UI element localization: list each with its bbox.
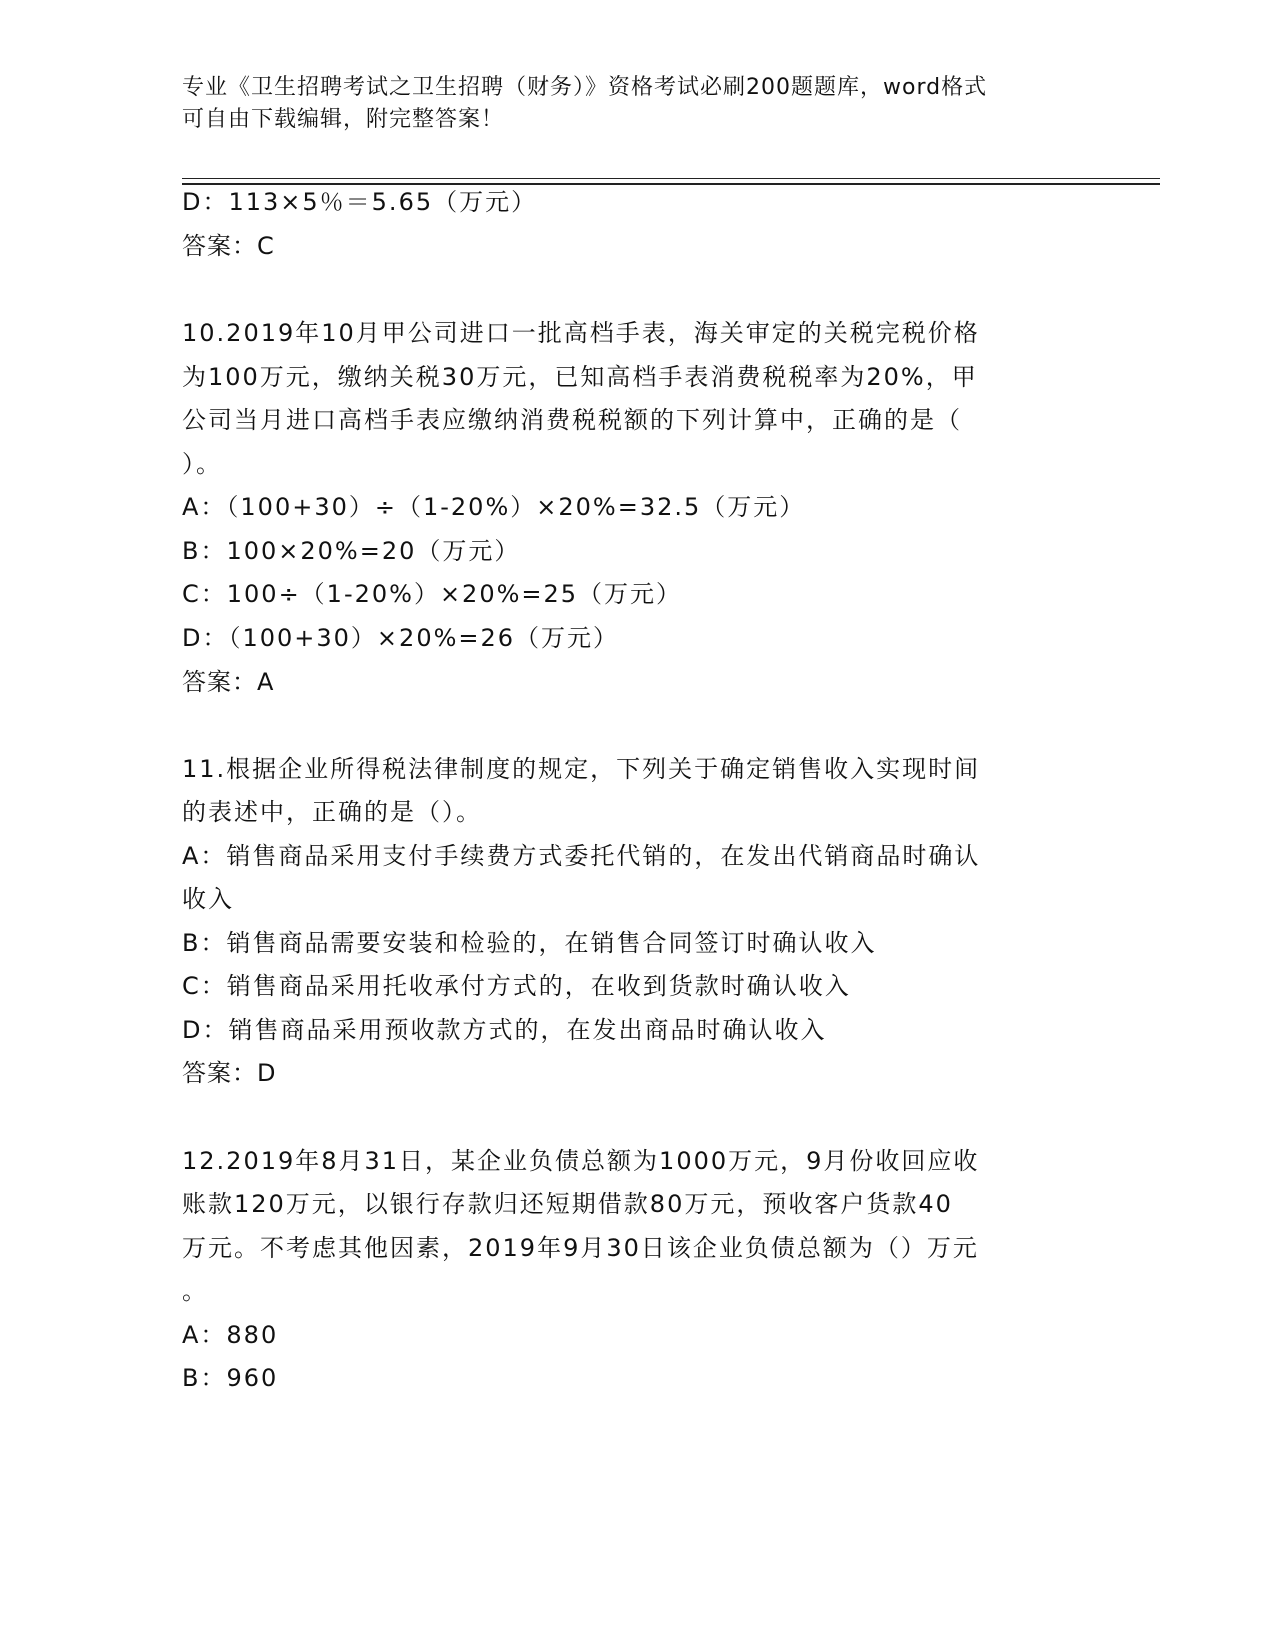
q11-option-a-line-2: 收入 — [182, 885, 234, 913]
q10-stem-line-2: 为100万元，缴纳关税30万元，已知高档手表消费税税率为20%，甲 — [182, 363, 978, 391]
q10-option-d: D：（100+30）×20%=26（万元） — [182, 624, 620, 652]
q10-option-c: C：100÷（1-20%）×20%=25（万元） — [182, 580, 683, 608]
q9-answer: 答案：C — [182, 232, 275, 260]
q11-stem-line-2: 的表述中，正确的是（）。 — [182, 798, 482, 826]
q11-option-a-line-1: A：销售商品采用支付手续费方式委托代销的，在发出代销商品时确认 — [182, 842, 981, 870]
q10-stem-line-1: 10.2019年10月甲公司进口一批高档手表，海关审定的关税完税价格 — [182, 319, 980, 347]
header-divider-thick — [182, 183, 1160, 185]
q12-option-a: A：880 — [182, 1321, 279, 1349]
q11-stem-line-1: 11.根据企业所得税法律制度的规定，下列关于确定销售收入实现时间 — [182, 755, 981, 783]
q12-stem-line-1: 12.2019年8月31日，某企业负债总额为1000万元，9月份收回应收 — [182, 1147, 980, 1175]
q10-stem-line-4: ）。 — [182, 450, 222, 478]
header-line-1: 专业《卫生招聘考试之卫生招聘（财务）》资格考试必刷200题题库，word格式 — [182, 75, 988, 100]
q12-stem-line-4: 。 — [182, 1277, 208, 1305]
page-header — [182, 72, 1062, 136]
header-divider-thin — [182, 178, 1160, 179]
q9-option-d: D：113×5％＝5.65（万元） — [182, 188, 538, 216]
q10-stem-line-3: 公司当月进口高档手表应缴纳消费税税额的下列计算中，正确的是（ — [182, 406, 962, 434]
q11-option-d: D：销售商品采用预收款方式的，在发出商品时确认收入 — [182, 1016, 827, 1044]
q12-stem-line-3: 万元。不考虑其他因素，2019年9月30日该企业负债总额为（）万元 — [182, 1234, 979, 1262]
q11-option-c: C：销售商品采用托收承付方式的，在收到货款时确认收入 — [182, 972, 851, 1000]
q10-answer: 答案：A — [182, 668, 275, 696]
q12-option-b: B：960 — [182, 1364, 279, 1392]
q10-option-b: B：100×20%=20（万元） — [182, 537, 521, 565]
q12-stem-line-2: 账款120万元，以银行存款归还短期借款80万元，预收客户货款40 — [182, 1190, 953, 1218]
q11-answer: 答案：D — [182, 1059, 277, 1087]
q10-option-a: A：（100+30）÷（1-20%）×20%=32.5（万元） — [182, 493, 806, 521]
q11-option-b: B：销售商品需要安装和检验的，在销售合同签订时确认收入 — [182, 929, 877, 957]
header-line-2: 可自由下载编辑，附完整答案！ — [182, 107, 505, 132]
